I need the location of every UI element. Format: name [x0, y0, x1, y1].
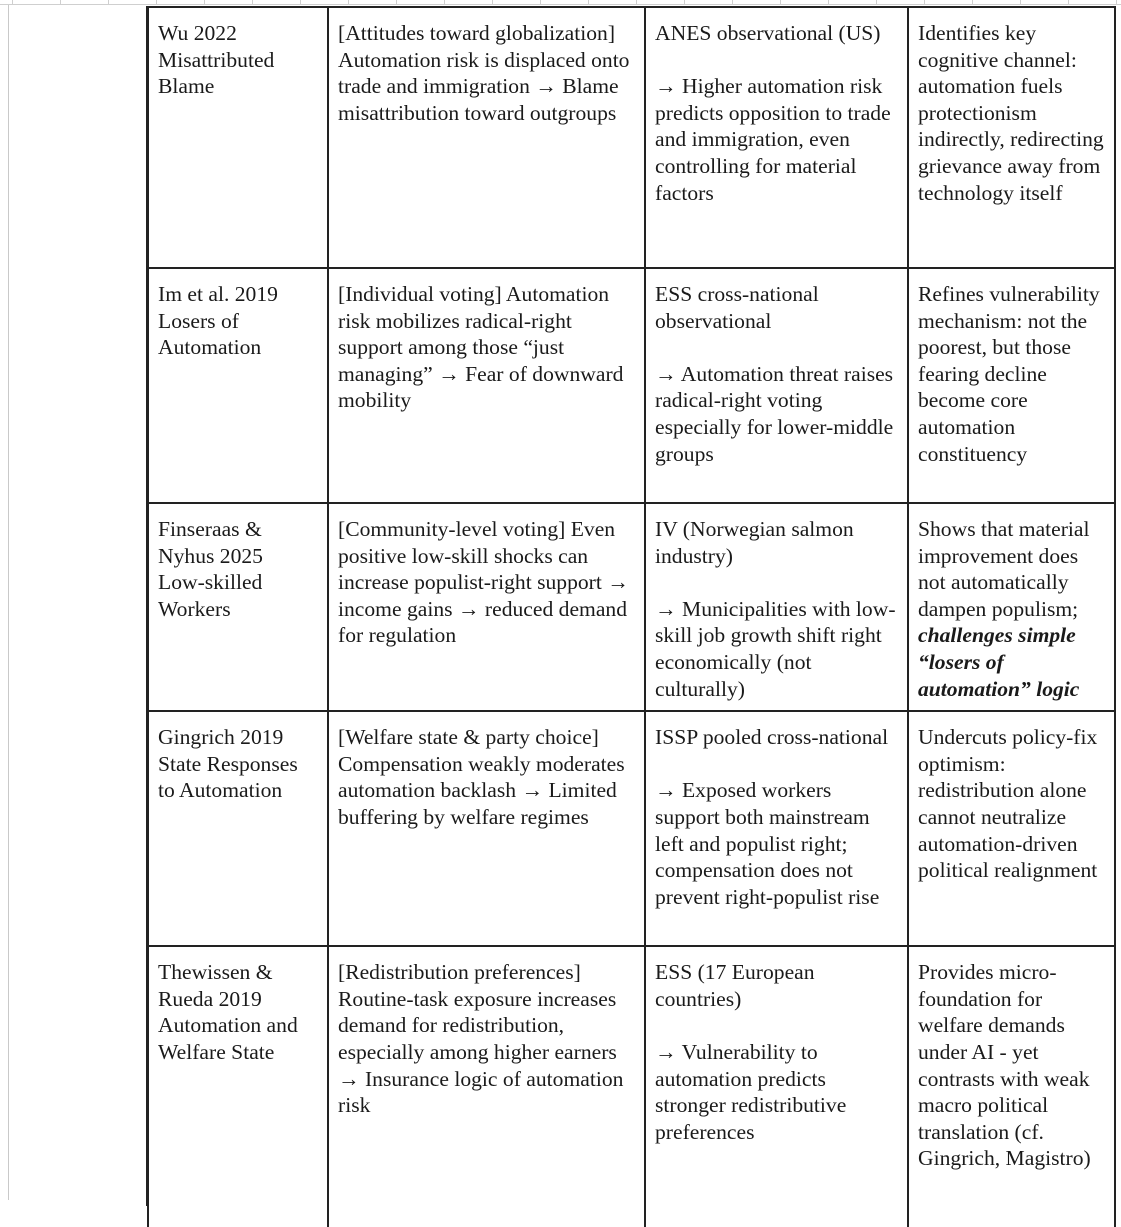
mechanism-cell: [328, 268, 645, 503]
study-line: Im et al. 2019: [158, 282, 278, 306]
contribution-text: Identifies key cognitive channel: automation fuels protectionism indirectly, redirecting grievance away from technology itself: [918, 21, 1104, 205]
mechanism-cell: [328, 946, 645, 1227]
study-line: Misattributed: [158, 47, 275, 72]
study-line: to Automation: [158, 778, 283, 803]
study-cell: [148, 711, 328, 946]
design-cell: [645, 7, 908, 268]
study-line: Thewissen &: [158, 960, 273, 985]
contribution-text: Shows that material improvement does not automatically dampen populism;: [918, 517, 1090, 621]
study-cell: [148, 946, 328, 1227]
literature-review-table: [147, 6, 1116, 1227]
study-line: Workers: [158, 596, 231, 621]
table-row: [148, 268, 1115, 503]
table-left-empty-column: [8, 6, 148, 1206]
study-line: State Responses: [158, 751, 298, 776]
study-line: Low-skilled: [158, 570, 263, 595]
mechanism-text: [Individual voting] Automation risk mobilizes radical-right support among those “just managing” → Fear of downward mobility: [338, 282, 624, 413]
contribution-text: Refines vulnerability mechanism: not the poorest, but those fearing decline become core automation constituency: [918, 282, 1100, 466]
table-row: [148, 946, 1115, 1227]
study-line: Wu 2022: [158, 21, 237, 45]
contribution-cell: [908, 268, 1115, 503]
contribution-emphasis: challenges simple “losers of automation” logic: [918, 623, 1080, 701]
design-text: ANES observational (US): [655, 21, 881, 45]
study-line: Finseraas &: [158, 517, 262, 541]
study-line: Gingrich 2019: [158, 725, 284, 750]
study-line: Blame: [158, 74, 215, 99]
table-row: [148, 503, 1115, 711]
study-cell: [148, 503, 328, 711]
contribution-cell: [908, 711, 1115, 946]
contribution-text: Provides micro-foundation for welfare demands under AI - yet contrasts with weak macro political translation (cf. Gingrich, Magistro): [918, 960, 1091, 1171]
study-line: Welfare State: [158, 1039, 275, 1064]
mechanism-text: [Redistribution preferences] Routine-task exposure increases demand for redistribution, especially among higher earners → Insurance logic of automation risk: [338, 960, 624, 1118]
table-row: [148, 711, 1115, 946]
design-text: IV (Norwegian salmon industry): [655, 517, 854, 568]
contribution-cell: [908, 7, 1115, 268]
mechanism-cell: [328, 711, 645, 946]
contribution-cell: [908, 503, 1115, 711]
study-line: Automation: [158, 335, 262, 360]
study-line: Nyhus 2025: [158, 543, 263, 568]
study-line: Rueda 2019: [158, 986, 262, 1011]
mechanism-text: [Attitudes toward globalization] Automation risk is displaced onto trade and immigration → Blame misattribution toward outgroups: [338, 21, 630, 125]
finding-text: → Municipalities with low-skill job growth shift right economically (not culturally): [655, 596, 896, 701]
ruler-baseline: [0, 4, 1121, 5]
mechanism-cell: [328, 7, 645, 268]
finding-text: → Automation threat raises radical-right voting especially for lower-middle groups: [655, 361, 894, 466]
contribution-text: Undercuts policy-fix optimism: redistribution alone cannot neutralize automation-driven political realignment: [918, 725, 1098, 883]
design-text: ISSP pooled cross-national: [655, 725, 889, 750]
design-cell: [645, 268, 908, 503]
study-cell: [148, 7, 328, 268]
design-text: ESS cross-national observational: [655, 282, 819, 333]
contribution-cell: [908, 946, 1115, 1227]
study-cell: [148, 268, 328, 503]
design-cell: [645, 503, 908, 711]
design-cell: [645, 946, 908, 1227]
finding-text: → Exposed workers support both mainstream left and populist right; compensation does not prevent right-populist rise: [655, 778, 880, 909]
study-line: Losers of: [158, 308, 239, 333]
finding-text: → Higher automation risk predicts opposition to trade and immigration, even controlling for material factors: [655, 74, 891, 205]
mechanism-text: [Community-level voting] Even positive low-skill shocks can increase populist-right support → income gains → reduced demand for regulation: [338, 517, 629, 648]
table-row: [148, 7, 1115, 268]
mechanism-cell: [328, 503, 645, 711]
design-cell: [645, 711, 908, 946]
finding-text: → Vulnerability to automation predicts stronger redistributive preferences: [655, 1039, 847, 1144]
design-text: ESS (17 European countries): [655, 960, 815, 1011]
mechanism-text: [Welfare state & party choice] Compensation weakly moderates automation backlash → Limited buffering by welfare regimes: [338, 725, 625, 829]
study-line: Automation and: [158, 1013, 298, 1038]
